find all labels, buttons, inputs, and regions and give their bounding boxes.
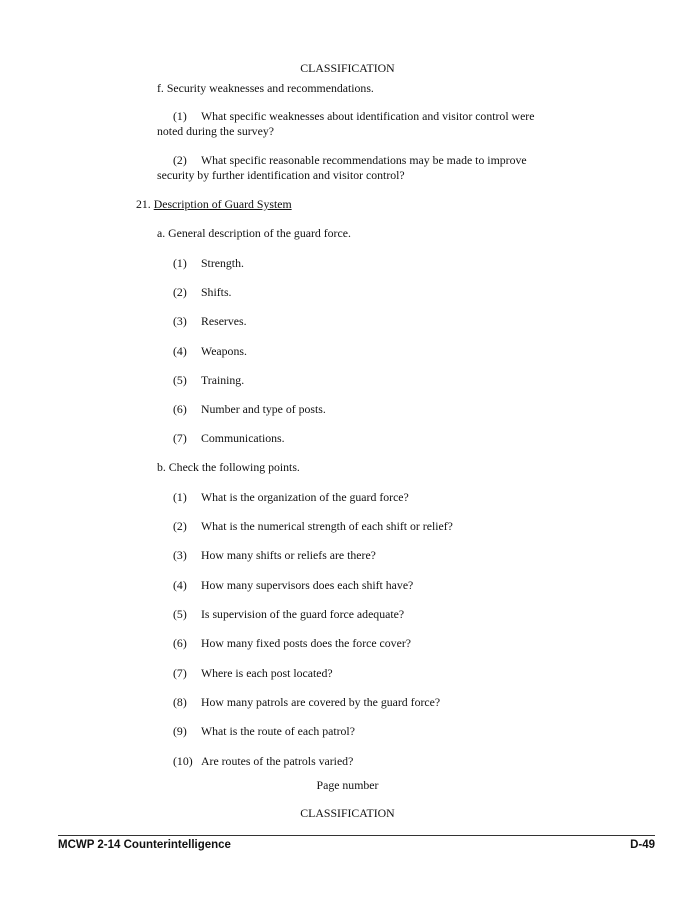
item-text: Where is each post located? [201, 666, 333, 680]
item-number: (4) [173, 344, 187, 358]
classification-footer: CLASSIFICATION [300, 806, 395, 820]
section-f-item-2 [173, 153, 527, 168]
item-number: (2) [173, 285, 187, 299]
list-item [173, 548, 376, 563]
item-text: How many shifts or reliefs are there? [201, 548, 376, 562]
list-item [173, 666, 333, 681]
list-item [173, 519, 453, 534]
list-item [173, 256, 244, 271]
item-number: (1) [173, 490, 187, 504]
item-number: (2) [173, 153, 187, 167]
section-f-item-1-cont: noted during the survey? [157, 124, 274, 138]
item-number: (3) [173, 314, 187, 328]
list-item [173, 754, 353, 769]
list-item [173, 431, 285, 446]
footer-divider [58, 835, 655, 836]
item-text: What is the numerical strength of each shift or relief? [201, 519, 453, 533]
list-item [173, 490, 409, 505]
classification-header: CLASSIFICATION [300, 61, 395, 75]
item-text: What is the organization of the guard force? [201, 490, 409, 504]
item-number: (3) [173, 548, 187, 562]
section-21b-heading: b. Check the following points. [157, 460, 300, 474]
section-21a-heading: a. General description of the guard force. [157, 226, 351, 240]
item-text: Reserves. [201, 314, 247, 328]
list-item [173, 695, 440, 710]
item-number: (7) [173, 666, 187, 680]
item-number: (5) [173, 607, 187, 621]
item-text: Shifts. [201, 285, 232, 299]
section-f-item-1 [173, 109, 534, 124]
list-item [173, 285, 231, 300]
list-item [173, 578, 413, 593]
item-text: How many fixed posts does the force cover? [201, 636, 411, 650]
section-f-item-2-cont: security by further identification and visitor control? [157, 168, 405, 182]
section-21-heading [136, 197, 292, 212]
list-item [173, 607, 404, 622]
item-number: (8) [173, 695, 187, 709]
publication-title: MCWP 2-14 Counterintelligence [58, 839, 231, 851]
section-f-heading: f. Security weaknesses and recommendations. [157, 81, 374, 95]
section-title: Description of Guard System [153, 197, 292, 211]
page-number: D-49 [630, 839, 655, 851]
item-number: (2) [173, 519, 187, 533]
item-number: (10) [173, 754, 193, 768]
item-number: (9) [173, 724, 187, 738]
list-item [173, 636, 411, 651]
item-text: Strength. [201, 256, 244, 270]
page-number-label: Page number [316, 778, 379, 792]
item-text: Weapons. [201, 344, 247, 358]
item-number: (1) [173, 256, 187, 270]
list-item [173, 314, 247, 329]
list-item [173, 344, 247, 359]
item-text: What specific weaknesses about identification and visitor control were [201, 109, 535, 123]
item-number: (6) [173, 402, 187, 416]
item-text: Are routes of the patrols varied? [201, 754, 354, 768]
item-text: Communications. [201, 431, 285, 445]
list-item [173, 402, 326, 417]
item-text: What specific reasonable recommendations may be made to improve [201, 153, 527, 167]
section-number: 21. [136, 197, 151, 211]
item-text: What is the route of each patrol? [201, 724, 355, 738]
item-number: (5) [173, 373, 187, 387]
item-text: How many patrols are covered by the guard force? [201, 695, 441, 709]
item-text: Is supervision of the guard force adequate? [201, 607, 405, 621]
item-text: Number and type of posts. [201, 402, 326, 416]
item-text: How many supervisors does each shift have? [201, 578, 414, 592]
item-number: (1) [173, 109, 187, 123]
item-number: (6) [173, 636, 187, 650]
item-number: (4) [173, 578, 187, 592]
item-number: (7) [173, 431, 187, 445]
list-item [173, 724, 355, 739]
item-text: Training. [201, 373, 245, 387]
list-item [173, 373, 244, 388]
